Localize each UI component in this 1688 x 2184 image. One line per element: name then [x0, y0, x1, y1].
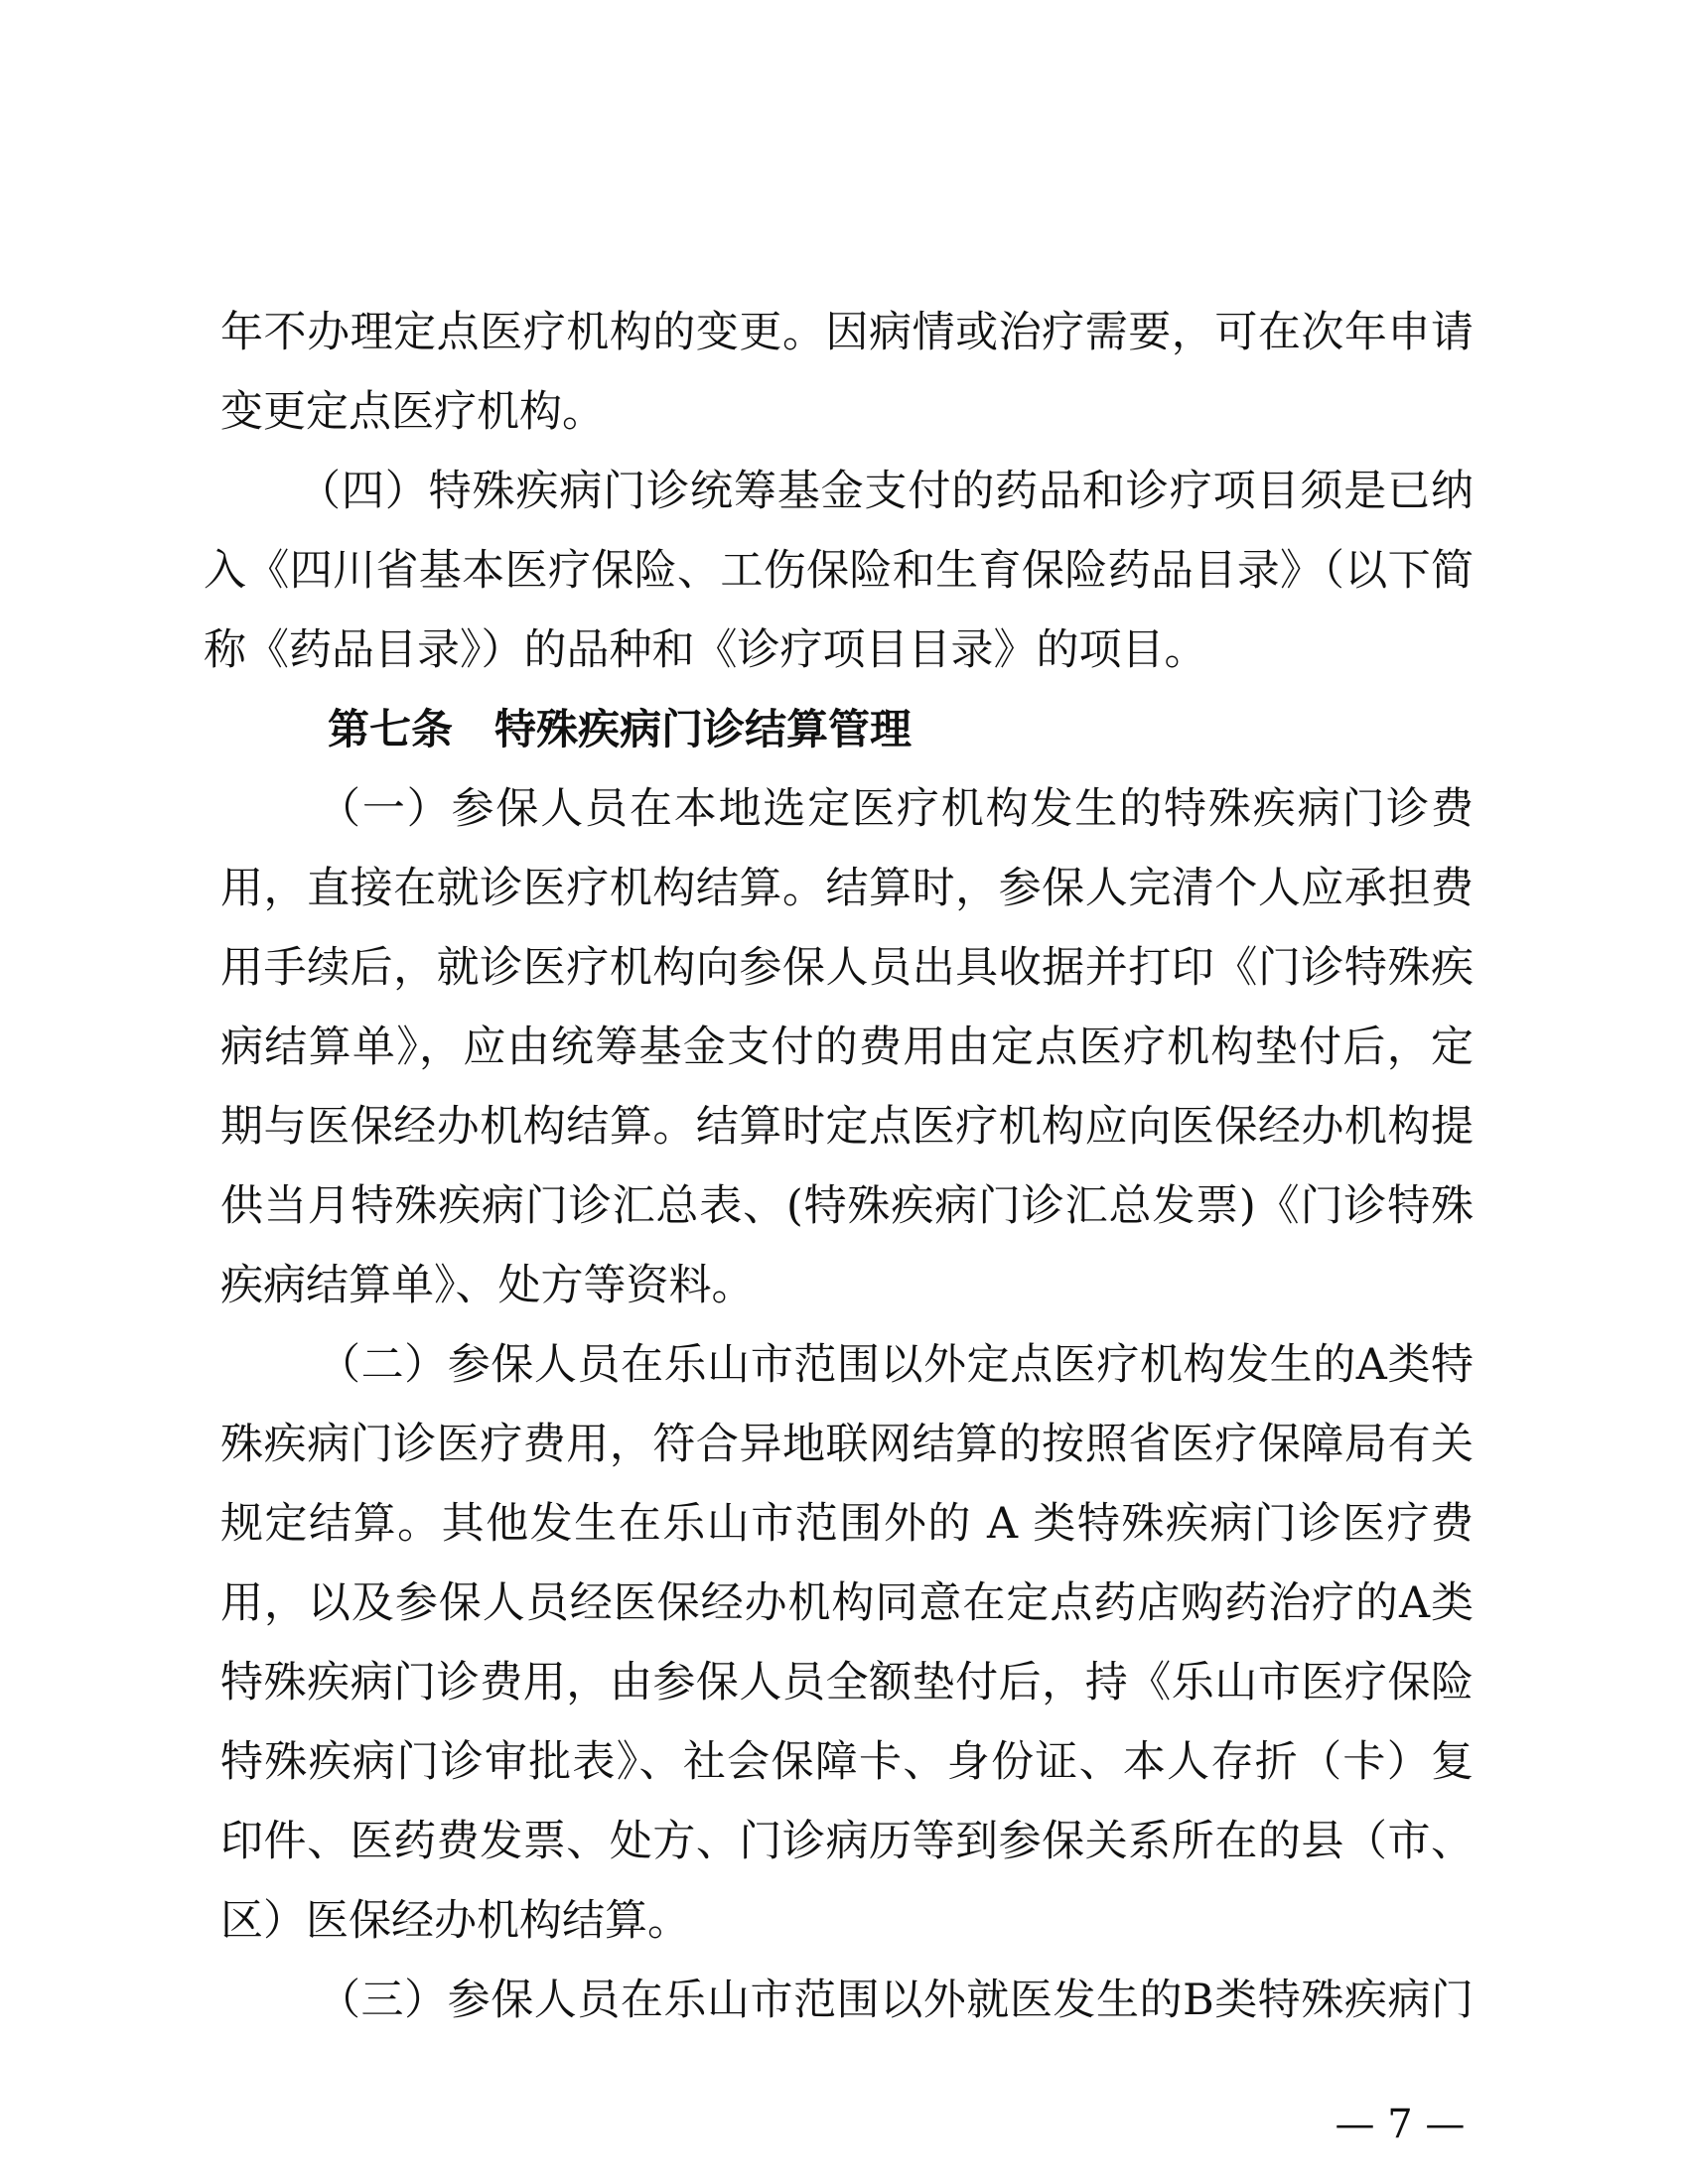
text-line: 病结算单》，应由统筹基金支付的费用由定点医疗机构垫付后，定	[220, 1023, 1474, 1072]
text-line: 区）医保经办机构结算。	[220, 1896, 690, 1946]
page-number: — 7 —	[1335, 2102, 1466, 2147]
text-line: 用手续后，就诊医疗机构向参保人员出具收据并打印《门诊特殊疾	[220, 943, 1474, 993]
text-line: 变更定点医疗机构。	[220, 387, 605, 437]
text-line: 期与医保经办机构结算。结算时定点医疗机构应向医保经办机构提	[220, 1102, 1474, 1152]
text-line: 称《药品目录》）的品种和《诊疗项目目录》的项目。	[204, 625, 1207, 675]
section-heading: 第七条 特殊疾病门诊结算管理	[328, 705, 913, 753]
text-line: 供当月特殊疾病门诊汇总表、(特殊疾病门诊汇总发票)《门诊特殊	[220, 1181, 1474, 1231]
text-line: 入《四川省基本医疗保险、工伤保险和生育保险药品目录》（以下简	[204, 546, 1474, 596]
text-line: 用，直接在就诊医疗机构结算。结算时，参保人完清个人应承担费	[220, 864, 1474, 913]
text-line: 特殊疾病门诊审批表》、社会保障卡、身份证、本人存折（卡）复	[220, 1737, 1474, 1787]
text-line: 规定结算。其他发生在乐山市范围外的 A 类特殊疾病门诊医疗费	[220, 1499, 1474, 1549]
text-line: （三）参保人员在乐山市范围以外就医发生的B类特殊疾病门	[318, 1976, 1474, 2025]
text-line: （一）参保人员在本地选定医疗机构发生的特殊疾病门诊费	[318, 784, 1474, 834]
text-line: 用，以及参保人员经医保经办机构同意在定点药店购药治疗的A类	[220, 1578, 1474, 1628]
text-line: 年不办理定点医疗机构的变更。因病情或治疗需要，可在次年申请	[220, 308, 1474, 357]
text-line: 殊疾病门诊医疗费用，符合异地联网结算的按照省医疗保障局有关	[220, 1420, 1474, 1469]
text-line: （四）特殊疾病门诊统筹基金支付的药品和诊疗项目须是已纳	[298, 467, 1474, 516]
text-line: 印件、医药费发票、处方、门诊病历等到参保关系所在的县（市、	[220, 1817, 1474, 1866]
text-line: 疾病结算单》、处方等资料。	[220, 1261, 755, 1310]
text-line: 特殊疾病门诊费用，由参保人员全额垫付后，持《乐山市医疗保险	[220, 1658, 1474, 1707]
text-line: （二）参保人员在乐山市范围以外定点医疗机构发生的A类特	[318, 1340, 1474, 1390]
